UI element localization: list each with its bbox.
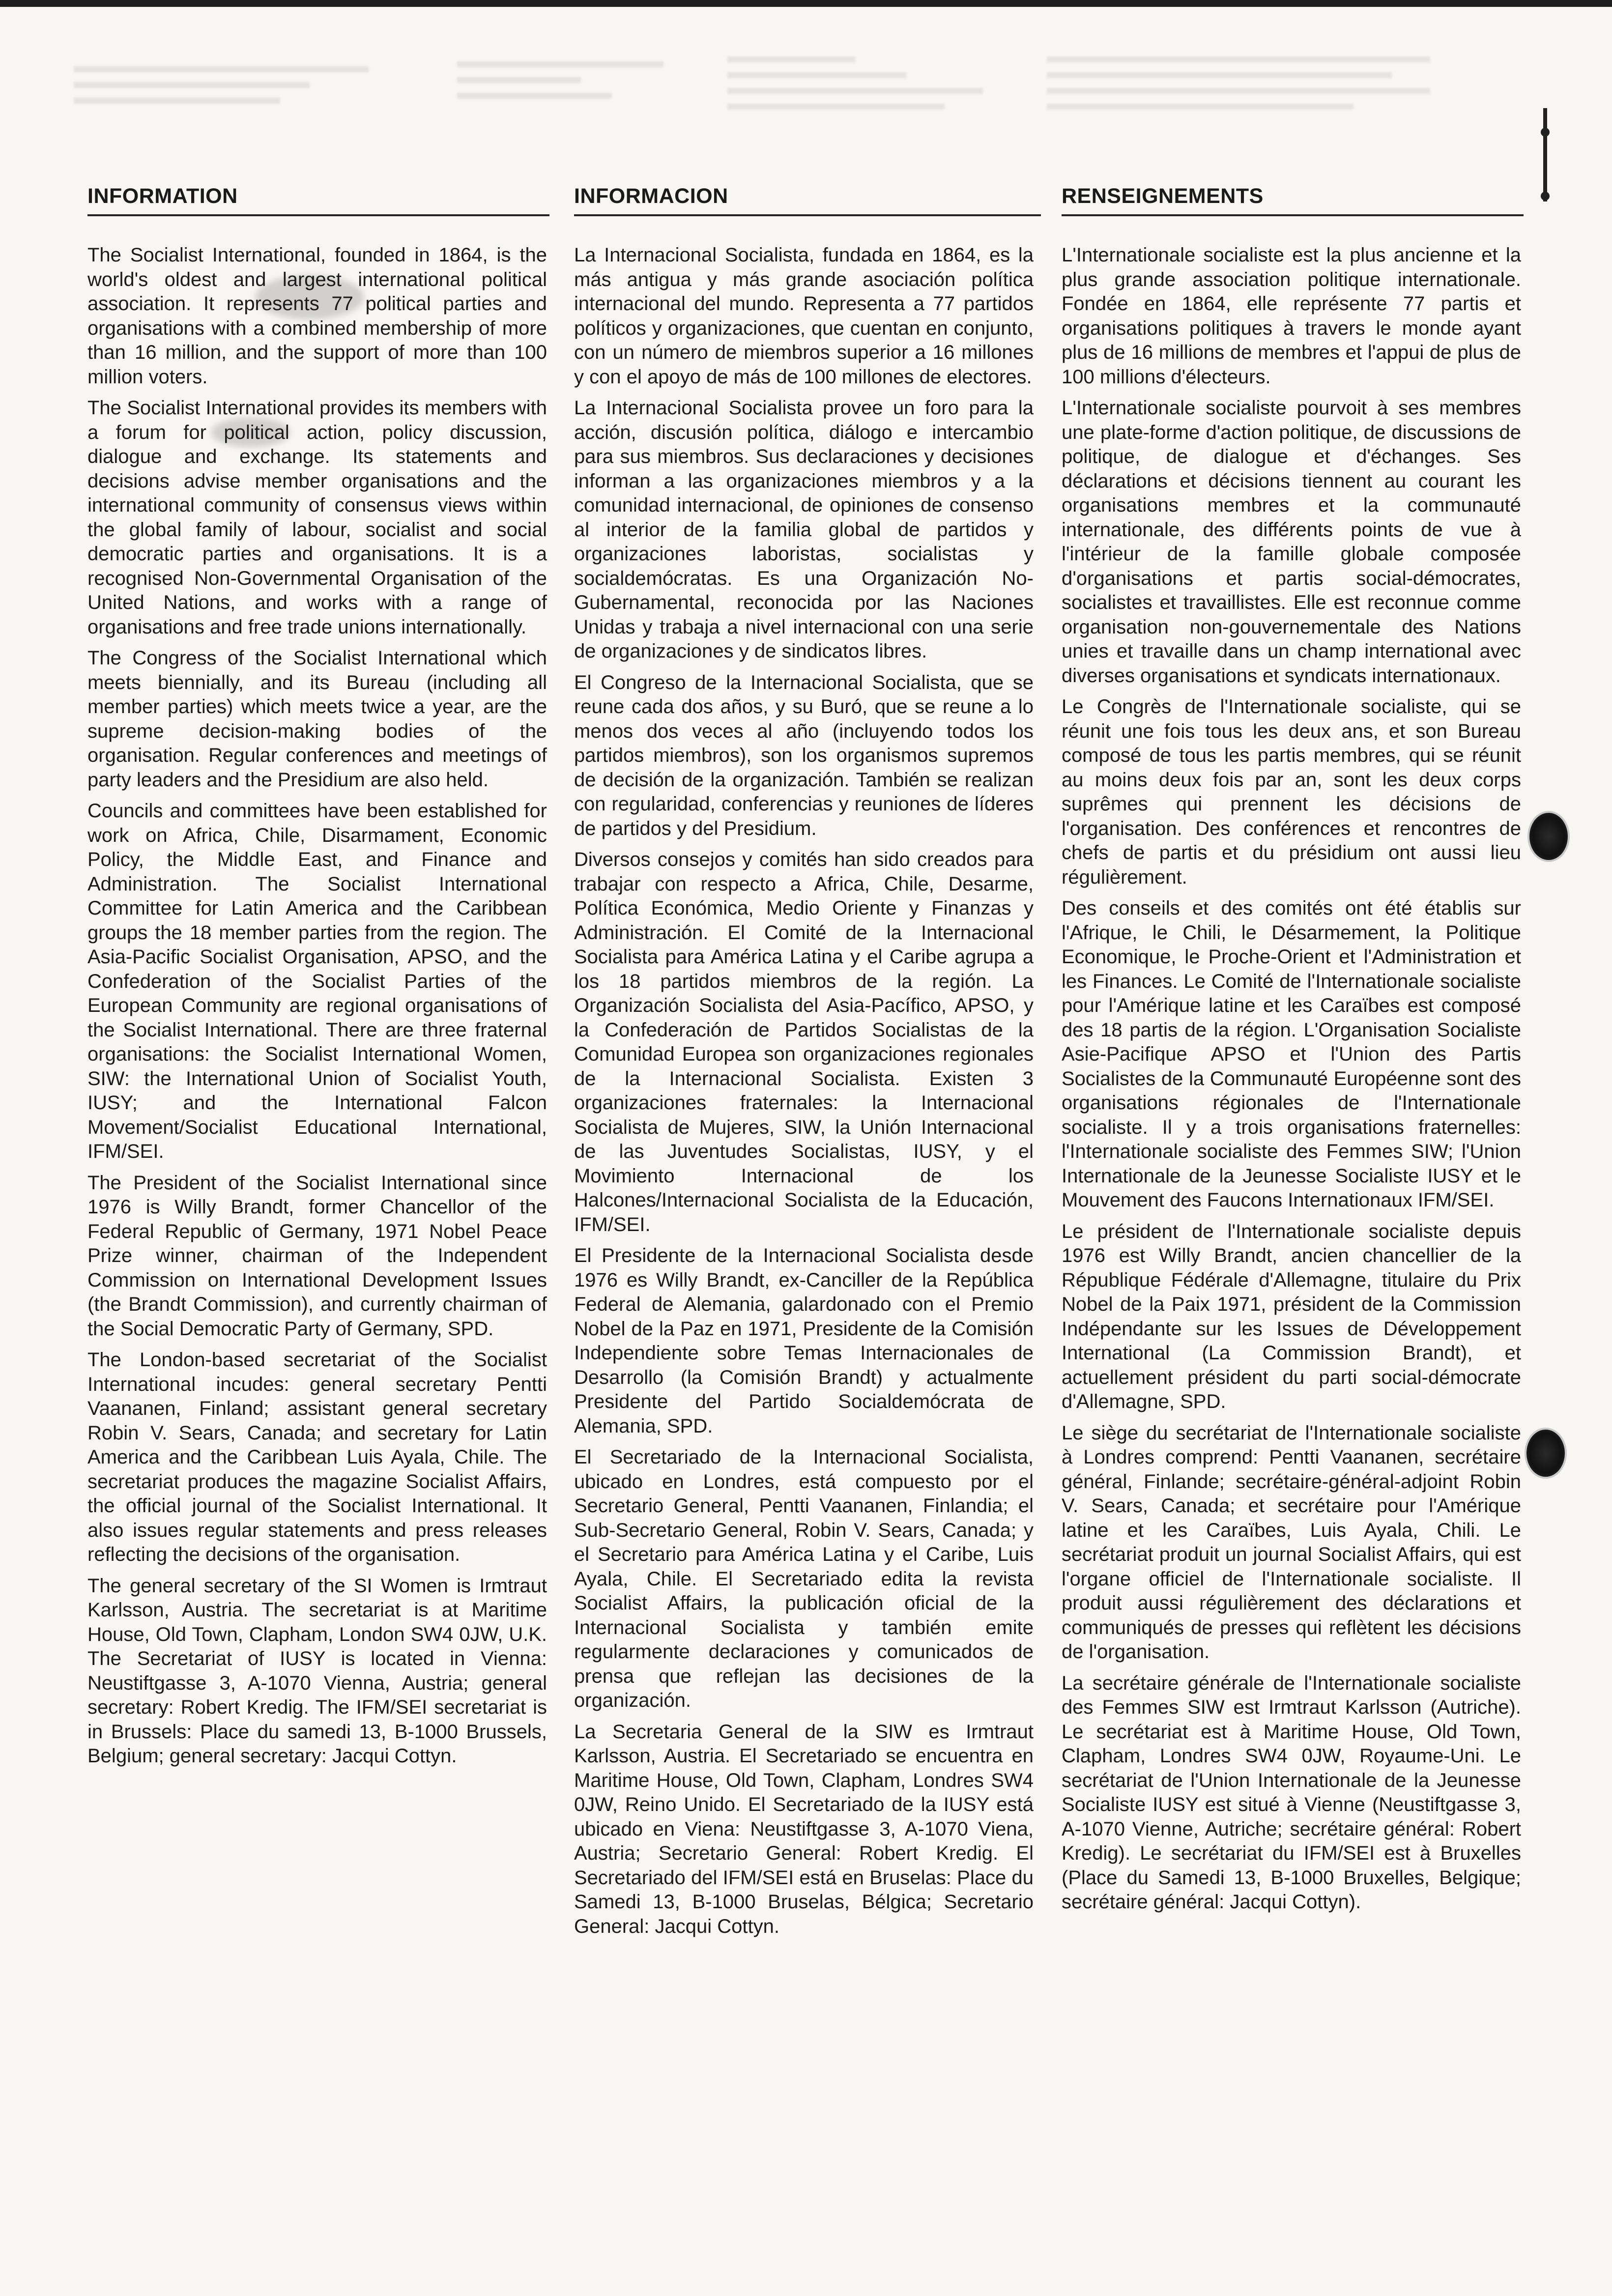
column-heading: RENSEIGNEMENTS [1062, 184, 1524, 216]
paragraph: La Internacional Socialista provee un foro para la acción, discusión política, diálogo e intercambio para sus miembros. Sus declaraciones y decisiones informan a las organizaciones miembros y a la comunidad internacional, de opiniones de consenso al interior de la familia global de partidos y organizaciones laboristas, socialistas y socialdemócratas. Es una Organización No-Gubernamental, reconocida por las Naciones Unidas y trabaja a nivel internacional con una serie de organizaciones y de sindicatos libres. [574, 397, 1034, 662]
paragraph: The Socialist International provides its members with a forum for political action, policy discussion, dialogue and exchange. Its statements and decisions advise member organisations and the international community of consensus views within the global family of labour, socialist and social democratic parties and organisations. It is a recognised Non-Governmental Organisation of the United Nations, and works with a range of organisations and free trade unions internationally. [87, 397, 547, 638]
column-heading: INFORMATION [87, 184, 549, 216]
punch-hole-lower [1525, 1428, 1567, 1479]
paragraph: La Internacional Socialista, fundada en 1864, es la más antigua y más grande asociación política internacional del mundo. Representa a 77 partidos políticos y organizaciones, que cuentan en conjunto, con un número de miembros superior a 16 millones y con el apoyo de más de 100 millones de electores. [574, 244, 1034, 388]
paragraph: Des conseils et des comités ont été établis sur l'Afrique, le Chili, le Désarmement, la Politique Economique, le Proche-Orient et l'Administration et les Finances. Le Comité de l'Internationale socialiste pour l'Amérique latine et les Caraïbes est composé des 18 partis de la région. L'Organisation Socialiste Asie-Pacifique APSO et l'Union des Partis Socialistes de la Communauté Européenne sont des organisations régionales de l'Internationale socialiste. Il y a trois organisations fraternelles: l'Internationale socialiste des Femmes SIW; l'Union Internationale de la Jeunesse Socialiste IUSY et le Mouvement des Faucons Internationaux IFM/SEI. [1062, 897, 1521, 1211]
column-body [87, 243, 547, 1769]
paragraph: The President of the Socialist International since 1976 is Willy Brandt, former Chancellor of the Federal Republic of Germany, 1971 Nobel Peace Prize winner, chairman of the Independent Commission on International Development Issues (the Brandt Commission), and currently chairman of the Social Democratic Party of Germany, SPD. [87, 1172, 547, 1340]
paragraph: L'Internationale socialiste pourvoit à ses membres une plate-forme d'action politique, de discussions de politique, de dialogue et d'échanges. Ses déclarations et décisions tiennent au courant les organisations membres et la communauté internationale, des différents points de vue à l'intérieur de la famille globale composée d'organisations et partis social-démocrates, socialistes et travaillistes. Elle est reconnue comme organisation non-gouvernementale des Nations unies et travaille dans un champ international avec diverses organisations et syndicats internationaux. [1062, 397, 1521, 687]
column-spanish [574, 184, 1034, 1946]
paragraph: El Secretariado de la Internacional Socialista, ubicado en Londres, está compuesto por el Secretario General, Pentti Vaananen, Finlandia; el Sub-Secretario General, Robin V. Sears, Canada; y el Secretario para América Latina y el Caribe, Luis Ayala, Chile. El Secretariado edita la revista Socialist Affairs, la publicación oficial de la Internacional Socialista y también emite regularmente declaraciones y comunicados de prensa que reflejan las decisiones de la organización. [574, 1446, 1034, 1711]
margin-mark [1543, 108, 1547, 201]
paragraph: The Congress of the Socialist International which meets biennially, and its Bureau (including all member parties) which meets twice a year, are the supreme decision-making bodies of the organisation. Regular conferences and meetings of party leaders and the Presidium are also held. [87, 647, 547, 791]
paragraph: El Presidente de la Internacional Socialista desde 1976 es Willy Brandt, ex-Canciller de la República Federal de Alemania, galardonado con el Premio Nobel de la Paz en 1971, Presidente de la Comisión Independiente sobre Temas Internacionales de Desarrollo (la Comisión Brandt) y actualmente Presidente del Partido Socialdemócrata de Alemania, SPD. [574, 1245, 1034, 1437]
faded-letterhead [74, 47, 1499, 170]
column-french [1062, 184, 1521, 1922]
column-body [1062, 243, 1521, 1915]
paragraph: The Socialist International, founded in 1864, is the world's oldest and largest international political association. It represents 77 political parties and organisations with a combined membership of more than 16 million, and the support of more than 100 million voters. [87, 244, 547, 388]
paragraph: Le Congrès de l'Internationale socialiste, qui se réunit une fois tous les deux ans, et son Bureau composé de tous les partis membres, qui se réunit au moins deux fois par an, sont les deux corps suprêmes qui prennent les décisions de l'organisation. Des conférences et rencontres de chefs de partis et du présidium ont aussi lieu régulièrement. [1062, 696, 1521, 888]
paragraph: The London-based secretariat of the Socialist International incudes: general secretary Pentti Vaananen, Finland; assistant general secretary Robin V. Sears, Canada; and secretary for Latin America and the Caribbean Luis Ayala, Chile. The secretariat produces the magazine Socialist Affairs, the official journal of the Socialist International. It also issues regular statements and press releases reflecting the decisions of the organisation. [87, 1349, 547, 1565]
paragraph: Le siège du secrétariat de l'Internationale socialiste à Londres comprend: Pentti Vaananen, secrétaire général, Finlande; secrétaire-général-adjoint Robin V. Sears, Canada; et secrétaire pour l'Amérique latine et les Caraïbes, Luis Ayala, Chili. Le secrétariat produit un journal Socialist Affairs, qui est l'organe officiel de l'Internationale socialiste. Il produit aussi régulièrement des déclarations et communiqués de presses qui reflètent les décisions de l'organisation. [1062, 1422, 1521, 1663]
paragraph: L'Internationale socialiste est la plus ancienne et la plus grande association politique internationale. Fondée en 1864, elle représente 77 partis et organisations politiques à travers le monde ayant plus de 16 millions de membres et l'appui de plus de 100 millions d'électeurs. [1062, 244, 1521, 388]
column-body [574, 243, 1034, 1939]
column-english [87, 184, 547, 1776]
paragraph: El Congreso de la Internacional Socialista, que se reune cada dos años, y su Buró, que se reune a lo menos dos veces al año (incluyendo todos los partidos miembros), son los organismos supremos de decisión de la organización. También se realizan con regularidad, conferencias y reuniones de líderes de partidos y del Presidium. [574, 671, 1034, 839]
punch-hole-upper [1527, 811, 1570, 862]
top-border-rule [0, 0, 1612, 7]
paragraph: La secrétaire générale de l'Internationale socialiste des Femmes SIW est Irmtraut Karlsson (Autriche). Le secrétariat est à Maritime House, Old Town, Clapham, Londres SW4 0JW, Royaume-Uni. Le secrétariat de l'Union Internationale de la Jeunesse Socialiste IUSY est situé à Vienne (Neustiftgasse 3, A-1070 Vienne, Autriche; secrétaire général: Robert Kredig). Le secrétariat du IFM/SEI est à Bruxelles (Place du Samedi 13, B-1000 Bruxelles, Belgique; secrétaire général: Jacqui Cottyn). [1062, 1672, 1521, 1913]
paragraph: Le président de l'Internationale socialiste depuis 1976 est Willy Brandt, ancien chancellier de la République Fédérale d'Allemagne, titulaire du Prix Nobel de la Paix 1971, président de la Commission Indépendante sur les Issues de Développement International (La Commission Brandt), et actuellement président du parti social-démocrate d'Allemagne, SPD. [1062, 1220, 1521, 1412]
paragraph: La Secretaria General de la SIW es Irmtraut Karlsson, Austria. El Secretariado se encuentra en Maritime House, Old Town, Clapham, Londres SW4 0JW, Reino Unido. El Secretariado de la IUSY está ubicado en Viena: Neustiftgasse 3, A-1070 Viena, Austria; Secretario General: Robert Kredig. El Secretariado del IFM/SEI está en Bruselas: Place du Samedi 13, B-1000 Bruselas, Bélgica; Secretario General: Jacqui Cottyn. [574, 1721, 1034, 1937]
paragraph: Diversos consejos y comités han sido creados para trabajar con respecto a Africa, Chile, Desarme, Política Económica, Medio Oriente y Finanzas y Administración. El Comité de la Internacional Socialista para América Latina y el Caribe agrupa a los 18 partidos miembros de la región. La Organización Socialista del Asia-Pacífico, APSO, y la Confederación de Partidos Socialistas de la Comunidad Europea son organizaciones regionales de la Internacional Socialista. Existen 3 organizaciones fraternales: la Internacional Socialista de Mujeres, SIW, la Unión Internacional de las Juventudes Socialistas, IUSY, y el Movimiento Internacional de los Halcones/Internacional Socialista de la Educación, IFM/SEI. [574, 849, 1034, 1235]
paragraph: Councils and committees have been established for work on Africa, Chile, Disarmament, Economic Policy, the Middle East, and Finance and Administration. The Socialist International Committee for Latin America and the Caribbean groups the 18 member parties from the region. The Asia-Pacific Socialist Organisation, APSO, and the Confederation of the Socialist Parties of the European Community are regional organisations of the Socialist International. There are three fraternal organisations: the Socialist International Women, SIW: the International Union of Socialist Youth, IUSY; and the International Falcon Movement/Socialist Educational International, IFM/SEI. [87, 800, 547, 1162]
paragraph: The general secretary of the SI Women is Irmtraut Karlsson, Austria. The secretariat is at Maritime House, Old Town, Clapham, London SW4 0JW, U.K. The Secretariat of IUSY is located in Vienna: Neustiftgasse 3, A-1070 Vienna, Austria; general secretary: Robert Kredig. The IFM/SEI secretariat is in Brussels: Place du samedi 13, B-1000 Brussels, Belgium; general secretary: Jacqui Cottyn. [87, 1575, 547, 1767]
column-heading: INFORMACION [574, 184, 1041, 216]
